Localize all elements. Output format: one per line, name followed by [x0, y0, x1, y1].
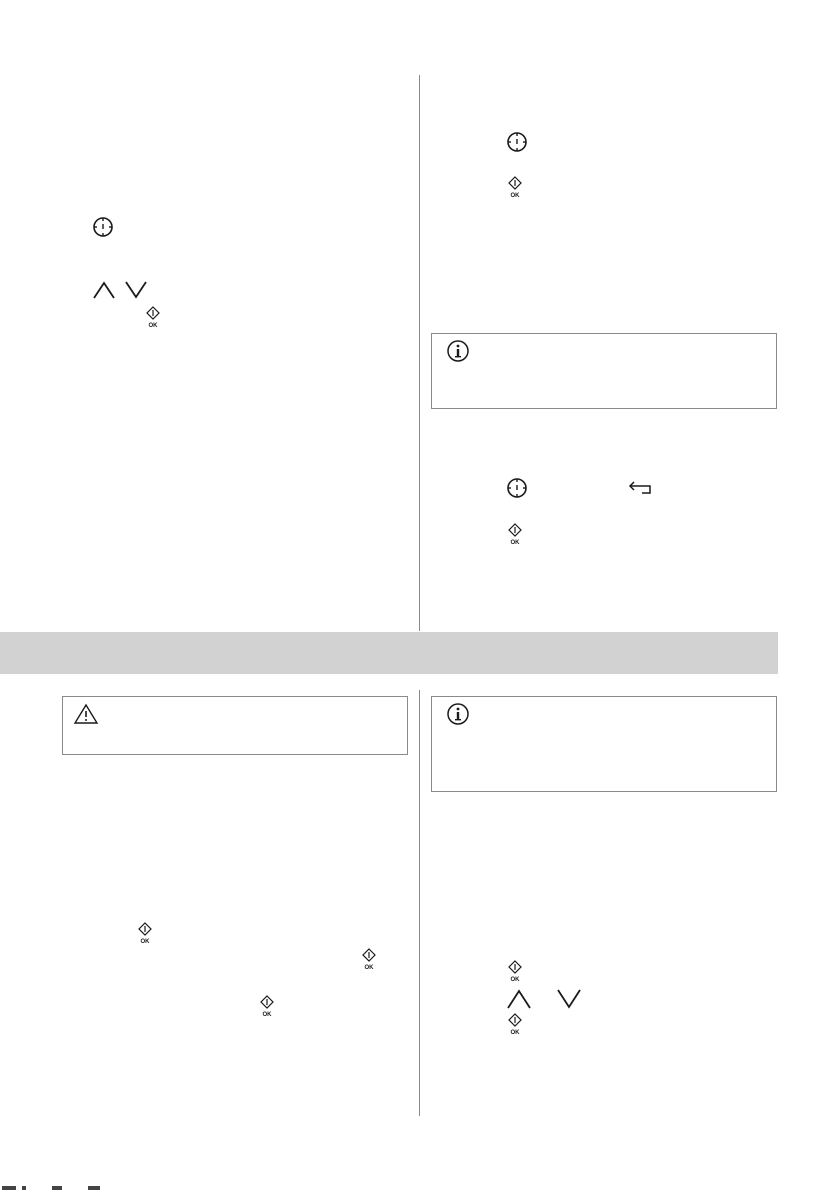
column-divider-top — [419, 75, 420, 631]
clock-icon — [506, 131, 528, 153]
ok-icon-label: OK — [148, 323, 158, 328]
svg-text:OK: OK — [510, 1030, 520, 1035]
clock-icon — [506, 477, 528, 499]
arrow-down-icon — [556, 988, 582, 1010]
warning-icon — [73, 703, 99, 725]
svg-text:OK: OK — [510, 540, 520, 545]
ok-start-icon — [507, 523, 523, 545]
svg-text:OK: OK — [510, 977, 520, 982]
warning-box — [62, 696, 408, 755]
svg-text:OK: OK — [262, 1012, 272, 1017]
info-icon — [446, 339, 470, 363]
ok-start-icon — [507, 176, 523, 198]
arrow-up-icon — [92, 280, 116, 300]
footer-cropped-marks — [0, 1186, 120, 1192]
ok-start-icon — [145, 306, 161, 328]
ok-start-icon — [507, 960, 523, 982]
info-note-box — [431, 333, 777, 409]
column-divider-bottom — [419, 690, 420, 1116]
back-icon — [628, 480, 654, 496]
ok-start-icon — [137, 922, 153, 944]
svg-text:OK: OK — [510, 193, 520, 198]
info-note-box — [431, 696, 777, 792]
ok-start-icon — [361, 948, 377, 970]
clock-icon — [92, 216, 114, 238]
ok-start-icon — [507, 1013, 523, 1035]
info-icon — [446, 702, 470, 726]
arrow-down-icon — [124, 280, 148, 300]
arrow-up-icon — [506, 988, 532, 1010]
ok-start-icon — [259, 995, 275, 1017]
section-heading-band — [0, 632, 778, 674]
svg-text:OK: OK — [364, 965, 374, 970]
svg-text:OK: OK — [140, 939, 150, 944]
